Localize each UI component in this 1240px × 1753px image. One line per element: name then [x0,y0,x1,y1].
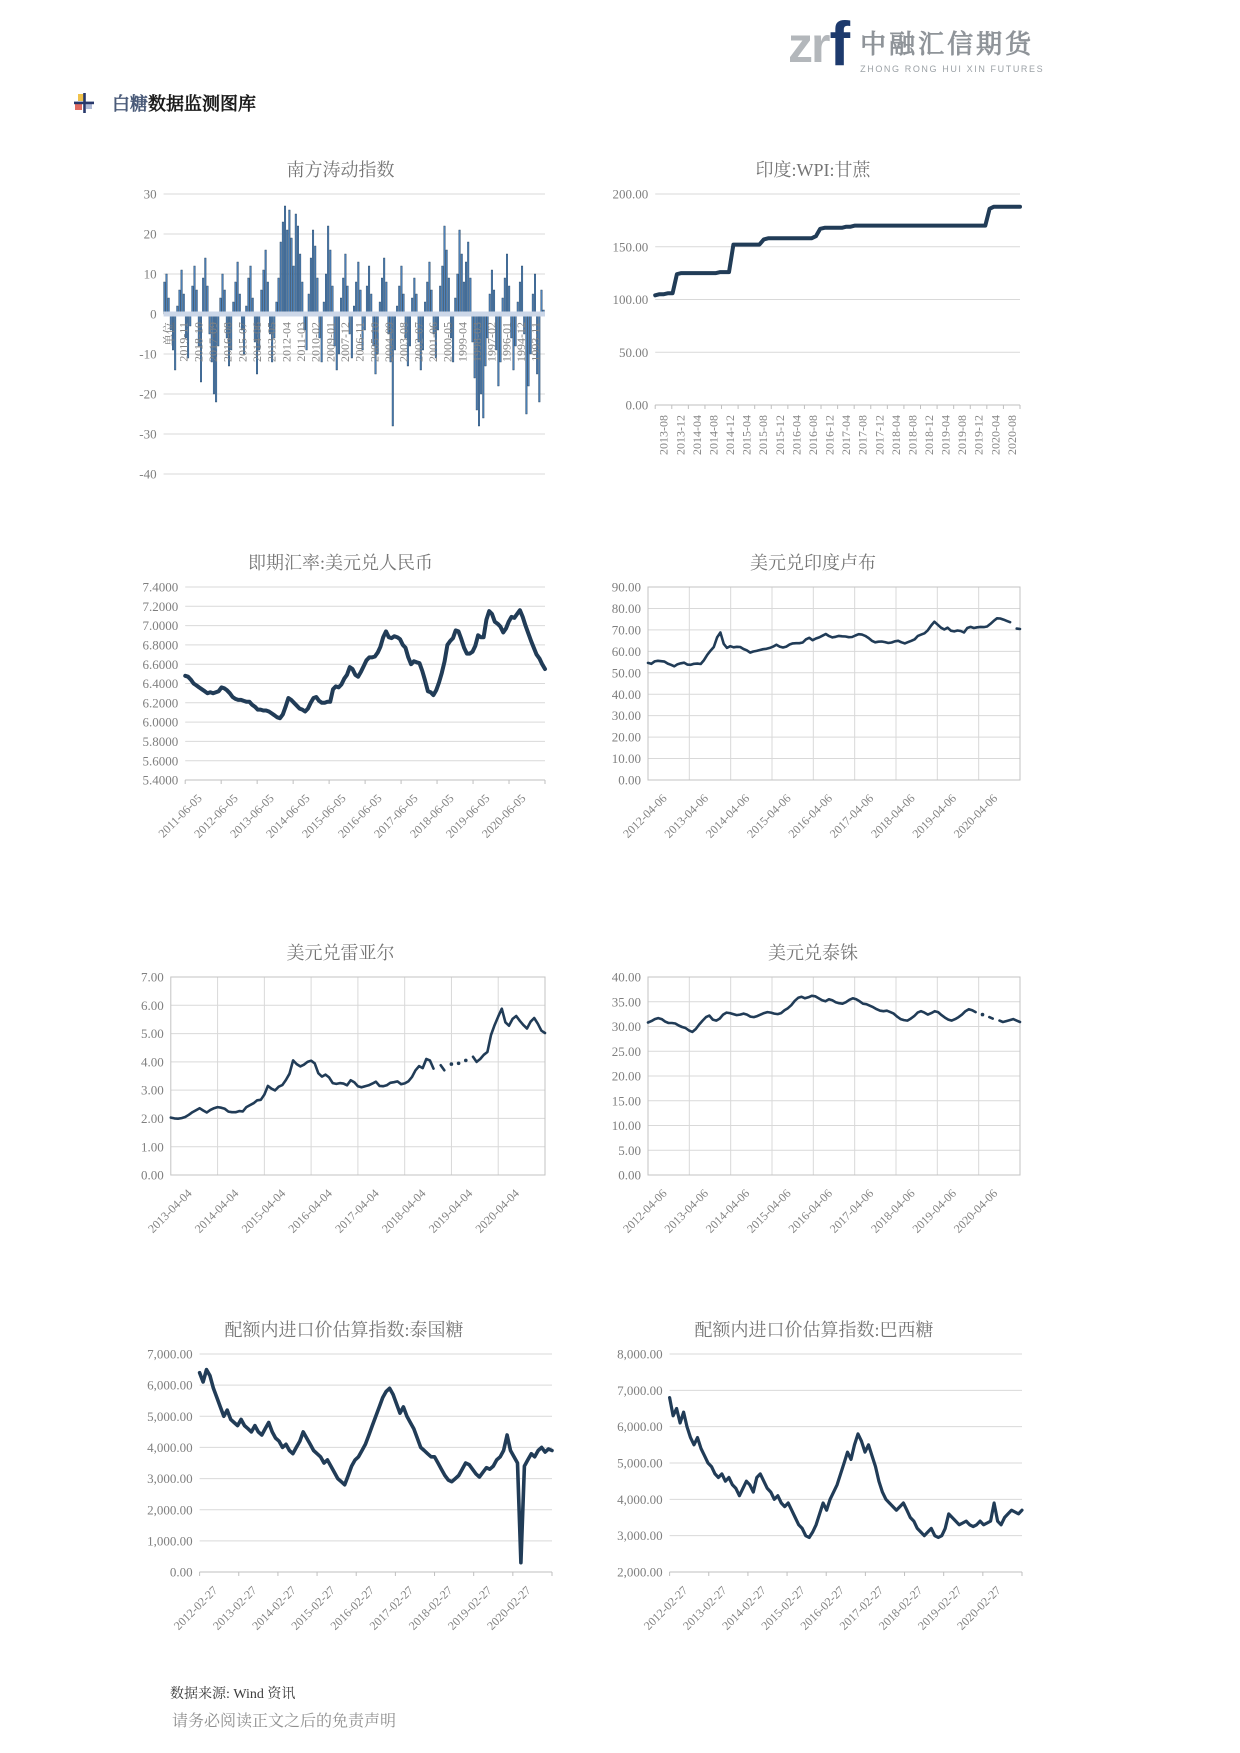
svg-text:6.8000: 6.8000 [142,637,179,653]
svg-text:2011-03: 2011-03 [294,322,308,362]
data-source-note: 数据来源: Wind 资讯 [170,1687,296,1702]
svg-text:5,000.00: 5,000.00 [617,1455,663,1471]
svg-text:1998-03: 1998-03 [470,322,484,362]
svg-text:25.00: 25.00 [611,1043,641,1059]
chart-title: 美元兑泰铢 [768,943,858,963]
svg-text:2016-08: 2016-08 [220,322,235,362]
svg-text:6.0000: 6.0000 [142,714,179,730]
svg-text:2016-02-27: 2016-02-27 [797,1583,847,1633]
svg-text:7,000.00: 7,000.00 [617,1382,663,1398]
svg-text:2017-04-06: 2017-04-06 [826,1186,877,1236]
svg-text:2020-04: 2020-04 [988,415,1003,455]
svg-text:2016-02-27: 2016-02-27 [327,1583,377,1633]
svg-text:2015-04-04: 2015-04-04 [238,1186,289,1236]
svg-text:0: 0 [150,306,157,322]
svg-text:6.2000: 6.2000 [142,695,179,711]
svg-text:2020-04-06: 2020-04-06 [950,1186,1001,1236]
svg-text:2016-04-04: 2016-04-04 [285,1186,335,1236]
svg-text:2014-04-06: 2014-04-06 [702,791,753,841]
chart-canvas [598,1350,1030,1662]
svg-text:4.00: 4.00 [141,1054,164,1070]
svg-text:2019-04-06: 2019-04-06 [909,1186,959,1236]
svg-text:2017-04-06: 2017-04-06 [826,791,877,841]
chart-canvas [128,1350,560,1662]
svg-text:2012-04-06: 2012-04-06 [620,791,670,841]
svg-text:3,000.00: 3,000.00 [147,1471,193,1487]
svg-text:2017-04: 2017-04 [839,415,854,455]
svg-text:2,000.00: 2,000.00 [147,1502,193,1518]
svg-text:2012-06-05: 2012-06-05 [191,791,241,841]
chart-india-wpi-sugarcane [598,152,1028,497]
svg-text:-40: -40 [139,466,157,482]
svg-text:2019-04-06: 2019-04-06 [909,791,959,841]
company-logo [788,10,1045,79]
disclaimer-note: 请务必阅读正文之后的免责声明 [172,1713,397,1730]
chart-quota-import-price-thai-sugar [128,1312,560,1662]
svg-text:4,000.00: 4,000.00 [617,1491,663,1507]
chart-canvas [598,973,1028,1265]
svg-text:2,000.00: 2,000.00 [617,1564,663,1580]
svg-text:5.00: 5.00 [141,1026,164,1042]
svg-text:90.00: 90.00 [611,583,641,595]
svg-text:2017-02-27: 2017-02-27 [836,1583,887,1633]
svg-text:-20: -20 [139,386,157,402]
svg-text:6.00: 6.00 [141,997,164,1013]
svg-text:6.4000: 6.4000 [142,676,179,692]
svg-text:3.00: 3.00 [141,1082,164,1098]
logo-company-name-cn: 中融汇信期货 [860,29,1035,59]
svg-text:1993-11: 1993-11 [528,322,543,362]
chart-usd-inr [598,545,1028,870]
svg-text:2019-02-27: 2019-02-27 [444,1583,495,1633]
svg-text:2018-02-27: 2018-02-27 [875,1583,926,1633]
svg-text:2013-08: 2013-08 [656,415,671,455]
svg-text:2019-06-05: 2019-06-05 [442,791,493,841]
svg-text:1.00: 1.00 [141,1139,164,1155]
svg-text:-10: -10 [139,346,157,362]
svg-text:2018-12: 2018-12 [922,415,936,455]
svg-text:2019-08: 2019-08 [955,415,970,455]
logo-company-name-en: ZHONG RONG HUI XIN FUTURES [860,64,1045,74]
svg-text:0.00: 0.00 [141,1167,164,1183]
svg-text:2014-06: 2014-06 [249,322,264,362]
svg-text:0.00: 0.00 [618,772,641,788]
svg-text:2016-08: 2016-08 [805,415,820,455]
svg-text:100.00: 100.00 [612,292,649,308]
svg-text:2014-08: 2014-08 [706,415,721,455]
svg-text:2012-02-27: 2012-02-27 [640,1583,691,1633]
svg-text:20: 20 [143,226,157,242]
svg-text:2015-04-06: 2015-04-06 [744,791,794,841]
chart-canvas [128,190,553,482]
svg-text:150.00: 150.00 [612,239,649,255]
svg-text:5.6000: 5.6000 [142,753,179,769]
chart-title: 美元兑印度卢布 [750,553,876,573]
svg-text:4,000.00: 4,000.00 [147,1439,193,1455]
svg-text:7.0000: 7.0000 [142,618,179,634]
svg-text:2015-07: 2015-07 [235,322,250,362]
chart-usd-thb [598,935,1028,1265]
svg-text:7.2000: 7.2000 [142,598,179,614]
svg-text:2015-02-27: 2015-02-27 [288,1583,338,1633]
svg-text:2020-04-06: 2020-04-06 [950,791,1001,841]
svg-text:2015-06-05: 2015-06-05 [299,791,349,841]
svg-text:2018-06-05: 2018-06-05 [407,791,457,841]
svg-text:80.00: 80.00 [611,600,641,616]
svg-text:2019-12: 2019-12 [971,415,986,455]
svg-text:30.00: 30.00 [611,708,641,724]
svg-text:2017-09: 2017-09 [205,322,220,362]
page-title-highlight: 白糖 [112,94,148,114]
chart-canvas [598,190,1028,497]
svg-text:2018-04-06: 2018-04-06 [868,1186,918,1236]
svg-text:2018-10: 2018-10 [191,322,206,362]
anchor-bullet-icon [74,93,94,113]
svg-text:2017-08: 2017-08 [855,415,870,455]
svg-text:200.00: 200.00 [612,190,649,202]
svg-text:5.00: 5.00 [618,1142,641,1158]
svg-text:2013-12: 2013-12 [673,415,688,455]
svg-text:6.6000: 6.6000 [142,656,179,672]
page-title-rest: 数据监测图库 [148,94,256,114]
svg-text:6,000.00: 6,000.00 [617,1419,663,1435]
svg-text:2006-11: 2006-11 [352,322,367,362]
svg-text:40.00: 40.00 [611,973,641,985]
svg-text:2017-02-27: 2017-02-27 [366,1583,417,1633]
svg-text:2017-04-04: 2017-04-04 [332,1186,382,1236]
svg-text:2020-06-05: 2020-06-05 [478,791,529,841]
svg-text:2015-12: 2015-12 [772,415,787,455]
svg-text:2020-08: 2020-08 [1004,415,1019,455]
chart-title: 即期汇率:美元兑人民币 [248,553,433,573]
svg-text:2018-04-04: 2018-04-04 [378,1186,429,1236]
chart-southern-oscillation-index [128,152,553,482]
svg-text:10.00: 10.00 [611,1118,641,1134]
svg-text:30.00: 30.00 [611,1019,641,1035]
svg-text:2016-04-06: 2016-04-06 [785,791,835,841]
svg-text:2016-04: 2016-04 [789,415,804,455]
svg-text:10: 10 [143,266,157,282]
svg-text:7,000.00: 7,000.00 [147,1350,193,1362]
svg-text:2019-04-04: 2019-04-04 [425,1186,476,1236]
chart-canvas [128,973,553,1265]
svg-text:1994-12: 1994-12 [514,322,528,362]
svg-text:6,000.00: 6,000.00 [147,1377,193,1393]
svg-text:2019-02-27: 2019-02-27 [914,1583,965,1633]
chart-usd-cny-spot-rate [128,545,553,870]
svg-text:2018-08: 2018-08 [905,415,920,455]
svg-text:2007-12: 2007-12 [338,322,352,362]
svg-text:8,000.00: 8,000.00 [617,1350,663,1362]
chart-title: 配额内进口价估算指数:巴西糖 [694,1320,934,1340]
logo-f-text: f [829,10,851,79]
svg-text:2019-04: 2019-04 [938,415,953,455]
chart-canvas [128,583,553,870]
svg-text:20.00: 20.00 [611,1068,641,1084]
svg-text:20.00: 20.00 [611,729,641,745]
svg-text:2000-05: 2000-05 [440,322,455,362]
chart-quota-import-price-brazil-sugar [598,1312,1030,1662]
svg-text:5,000.00: 5,000.00 [147,1408,193,1424]
svg-text:2.00: 2.00 [141,1110,164,1126]
chart-canvas [598,583,1028,870]
svg-text:2019-11: 2019-11 [176,322,191,362]
svg-text:2002-07: 2002-07 [411,322,426,362]
svg-text:2012-04-06: 2012-04-06 [620,1186,670,1236]
svg-text:60.00: 60.00 [611,643,641,659]
svg-text:70.00: 70.00 [611,622,641,638]
svg-text:2015-08: 2015-08 [756,415,771,455]
svg-text:2009-01: 2009-01 [323,322,338,362]
svg-text:2016-06-05: 2016-06-05 [335,791,385,841]
svg-text:2013-04-06: 2013-04-06 [661,791,711,841]
svg-text:2014-04-06: 2014-04-06 [702,1186,753,1236]
svg-text:50.00: 50.00 [611,665,641,681]
svg-text:2005-10: 2005-10 [367,322,382,362]
svg-text:2020-02-27: 2020-02-27 [484,1583,534,1633]
svg-text:2012-04: 2012-04 [279,322,294,362]
svg-text:2013-02-27: 2013-02-27 [679,1583,730,1633]
svg-text:7.4000: 7.4000 [142,583,179,595]
svg-text:50.00: 50.00 [618,344,649,360]
svg-text:2014-02-27: 2014-02-27 [719,1583,769,1633]
svg-text:2014-12: 2014-12 [723,415,737,455]
svg-text:0.00: 0.00 [169,1564,193,1580]
svg-text:10.00: 10.00 [611,751,641,767]
svg-text:2015-04-06: 2015-04-06 [744,1186,794,1236]
chart-usd-brl [128,935,553,1265]
svg-text:15.00: 15.00 [611,1093,641,1109]
svg-text:2014-04-04: 2014-04-04 [191,1186,242,1236]
svg-text:2003-08: 2003-08 [396,322,411,362]
svg-text:40.00: 40.00 [611,686,641,702]
svg-text:0.00: 0.00 [618,1167,641,1183]
svg-text:2017-12: 2017-12 [872,415,887,455]
svg-text:2004-09: 2004-09 [382,322,396,362]
svg-text:2014-06-05: 2014-06-05 [263,791,313,841]
svg-text:1997-02: 1997-02 [484,322,499,362]
svg-text:2018-04: 2018-04 [888,415,903,455]
svg-text:2001-06: 2001-06 [426,322,440,362]
svg-text:5.8000: 5.8000 [142,733,179,749]
page-title [112,90,256,116]
chart-title: 南方涛动指数 [286,160,395,180]
chart-title: 配额内进口价估算指数:泰国糖 [224,1320,464,1340]
svg-text:2020-04-04: 2020-04-04 [472,1186,522,1236]
svg-text:2011-06-05: 2011-06-05 [155,791,205,841]
chart-title: 美元兑雷亚尔 [286,943,395,963]
svg-text:1,000.00: 1,000.00 [147,1533,193,1549]
svg-text:35.00: 35.00 [611,994,641,1010]
svg-text:2015-04: 2015-04 [739,415,754,455]
svg-text:3,000.00: 3,000.00 [617,1528,663,1544]
svg-text:2013-06-05: 2013-06-05 [227,791,277,841]
svg-text:2010-02: 2010-02 [308,322,323,362]
svg-text:2012-02-27: 2012-02-27 [170,1583,221,1633]
svg-text:2016-12: 2016-12 [822,415,837,455]
svg-text:7.00: 7.00 [141,973,164,985]
logo-zr-text: zr [788,17,829,73]
svg-text:30: 30 [143,190,157,202]
svg-text:单位: 单位 [161,322,176,347]
svg-text:5.4000: 5.4000 [142,772,179,788]
svg-text:2016-04-06: 2016-04-06 [785,1186,835,1236]
svg-text:2013-02-27: 2013-02-27 [209,1583,260,1633]
logo-name-block [860,24,1044,74]
section-header [74,90,256,116]
svg-text:2015-02-27: 2015-02-27 [758,1583,808,1633]
svg-text:1996-01: 1996-01 [499,322,514,362]
svg-text:2018-02-27: 2018-02-27 [405,1583,456,1633]
svg-text:2014-02-27: 2014-02-27 [249,1583,299,1633]
svg-text:2013-04-04: 2013-04-04 [145,1186,195,1236]
chart-title: 印度:WPI:甘蔗 [755,160,871,180]
svg-text:2018-04-06: 2018-04-06 [868,791,918,841]
svg-text:1999-04: 1999-04 [455,322,470,362]
svg-text:2020-02-27: 2020-02-27 [954,1583,1004,1633]
svg-text:0.00: 0.00 [625,397,649,413]
svg-text:-30: -30 [139,426,157,442]
svg-text:2013-05: 2013-05 [264,322,279,362]
svg-text:2014-04: 2014-04 [689,415,704,455]
svg-text:2013-04-06: 2013-04-06 [661,1186,711,1236]
svg-text:2017-06-05: 2017-06-05 [371,791,421,841]
